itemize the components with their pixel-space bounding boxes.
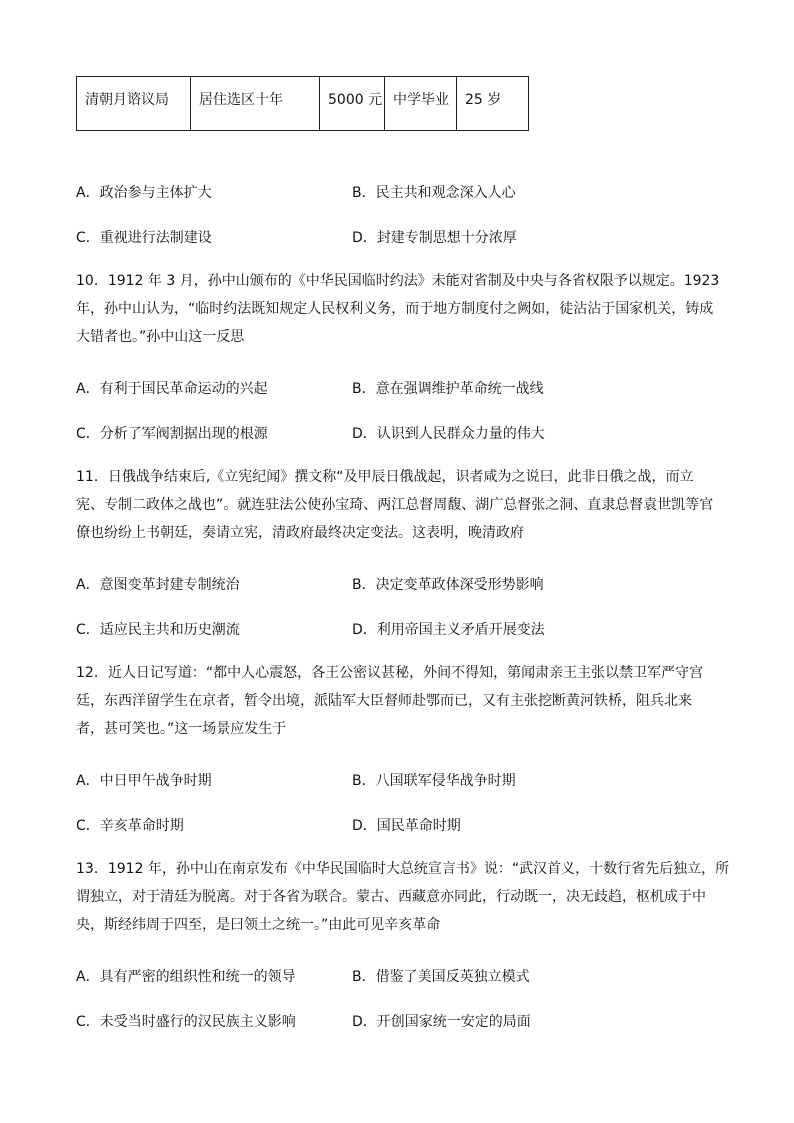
question-text-line: 廷，东西洋留学生在京者，暂令出境，派陆军大臣督师赴鄂而已，又有主张挖断黄河铁桥，阻兵北来 [76,693,692,709]
option-d: D．封建专制思想十分浓厚 [352,230,517,246]
option-b: B．借鉴了美国反英独立模式 [352,969,530,985]
question-11 [76,463,721,547]
option-b: B．民主共和观念深入人心 [352,185,516,201]
table-cell: 清朝月谘议局 [77,77,191,131]
option-c: C．重视进行法制建设 [76,230,212,246]
option-d: D．利用帝国主义矛盾开展变法 [352,622,545,638]
question-text-line: 谓独立，对于清廷为脱离。对于各省为联合。蒙古、西藏意亦同此，行动既一，决无歧趋，枢机成于中 [76,889,706,905]
question-text-line: 央，斯经纬周于四至，是曰领土之统一。”由此可见辛亥革命 [76,917,441,933]
question-text-line: 12．近人日记写道：“都中人心震怒，各王公密议甚秘，外间不得知，第闻肃亲王主张以禁卫军严守宫 [76,665,704,681]
option-a: A．有利于国民革命运动的兴起 [76,381,268,397]
table-cell: 5000 元 [320,77,385,131]
question-text-line: 年，孙中山认为，“临时约法既知规定人民权利义务，而于地方制度付之阙如，徒沾沾于国家机关，铸成 [76,301,714,317]
option-row [76,816,461,836]
table-cell: 中学毕业 [385,77,457,131]
option-row [76,424,545,444]
option-a: A．政治参与主体扩大 [76,185,212,201]
option-row [76,228,517,248]
option-b: B．八国联军侵华战争时期 [352,773,516,789]
option-b: B．决定变革政体深受形势影响 [352,577,544,593]
option-c: C．未受当时盛行的汉民族主义影响 [76,1014,296,1030]
option-row [76,1012,531,1032]
option-a: A．中日甲午战争时期 [76,773,212,789]
table-row [77,77,529,131]
question-12 [76,659,721,743]
option-row [76,771,516,791]
option-c: C．辛亥革命时期 [76,818,184,834]
option-b: B．意在强调维护革命统一战线 [352,381,544,397]
question-text-line: 僚也纷纷上书朝廷，奏请立宪，清政府最终决定变法。这表明，晚清政府 [76,525,524,541]
table-cell: 居住选区十年 [191,77,320,131]
question-text-line: 者，甚可笑也。”这一场景应发生于 [76,721,287,737]
option-d: D．国民革命时期 [352,818,461,834]
option-d: D．开创国家统一安定的局面 [352,1014,531,1030]
question-10 [76,267,721,351]
question-13 [76,855,730,939]
option-row [76,967,530,987]
option-c: C．分析了军阀割据出现的根源 [76,426,268,442]
question-text-line: 11．日俄战争结束后,《立宪纪闻》撰文称“及甲辰日俄战起，识者咸为之说曰，此非日俄之战，而立 [76,469,694,485]
option-row [76,620,545,640]
option-row [76,575,544,595]
question-text-line: 13．1912 年，孙中山在南京发布《中华民国临时大总统宣言书》说：“武汉首义，十数行省先后独立，所 [76,861,730,877]
option-a: A．意图变革封建专制统治 [76,577,240,593]
option-row [76,379,544,399]
question-text-line: 大错者也。”孙中山这一反思 [76,329,245,345]
question-text-line: 10．1912 年 3 月，孙中山颁布的《中华民国临时约法》未能对省制及中央与各省权限予以规定。1923 [76,273,720,289]
requirements-table [76,76,529,131]
table-cell: 25 岁 [457,77,529,131]
option-a: A．具有严密的组织性和统一的领导 [76,969,296,985]
option-row [76,183,516,203]
option-c: C．适应民主共和历史潮流 [76,622,240,638]
option-d: D．认识到人民群众力量的伟大 [352,426,545,442]
question-text-line: 宪、专制二政体之战也”。就连驻法公使孙宝琦、两江总督周馥、湖广总督张之洞、直隶总督袁世凯等官 [76,497,714,513]
